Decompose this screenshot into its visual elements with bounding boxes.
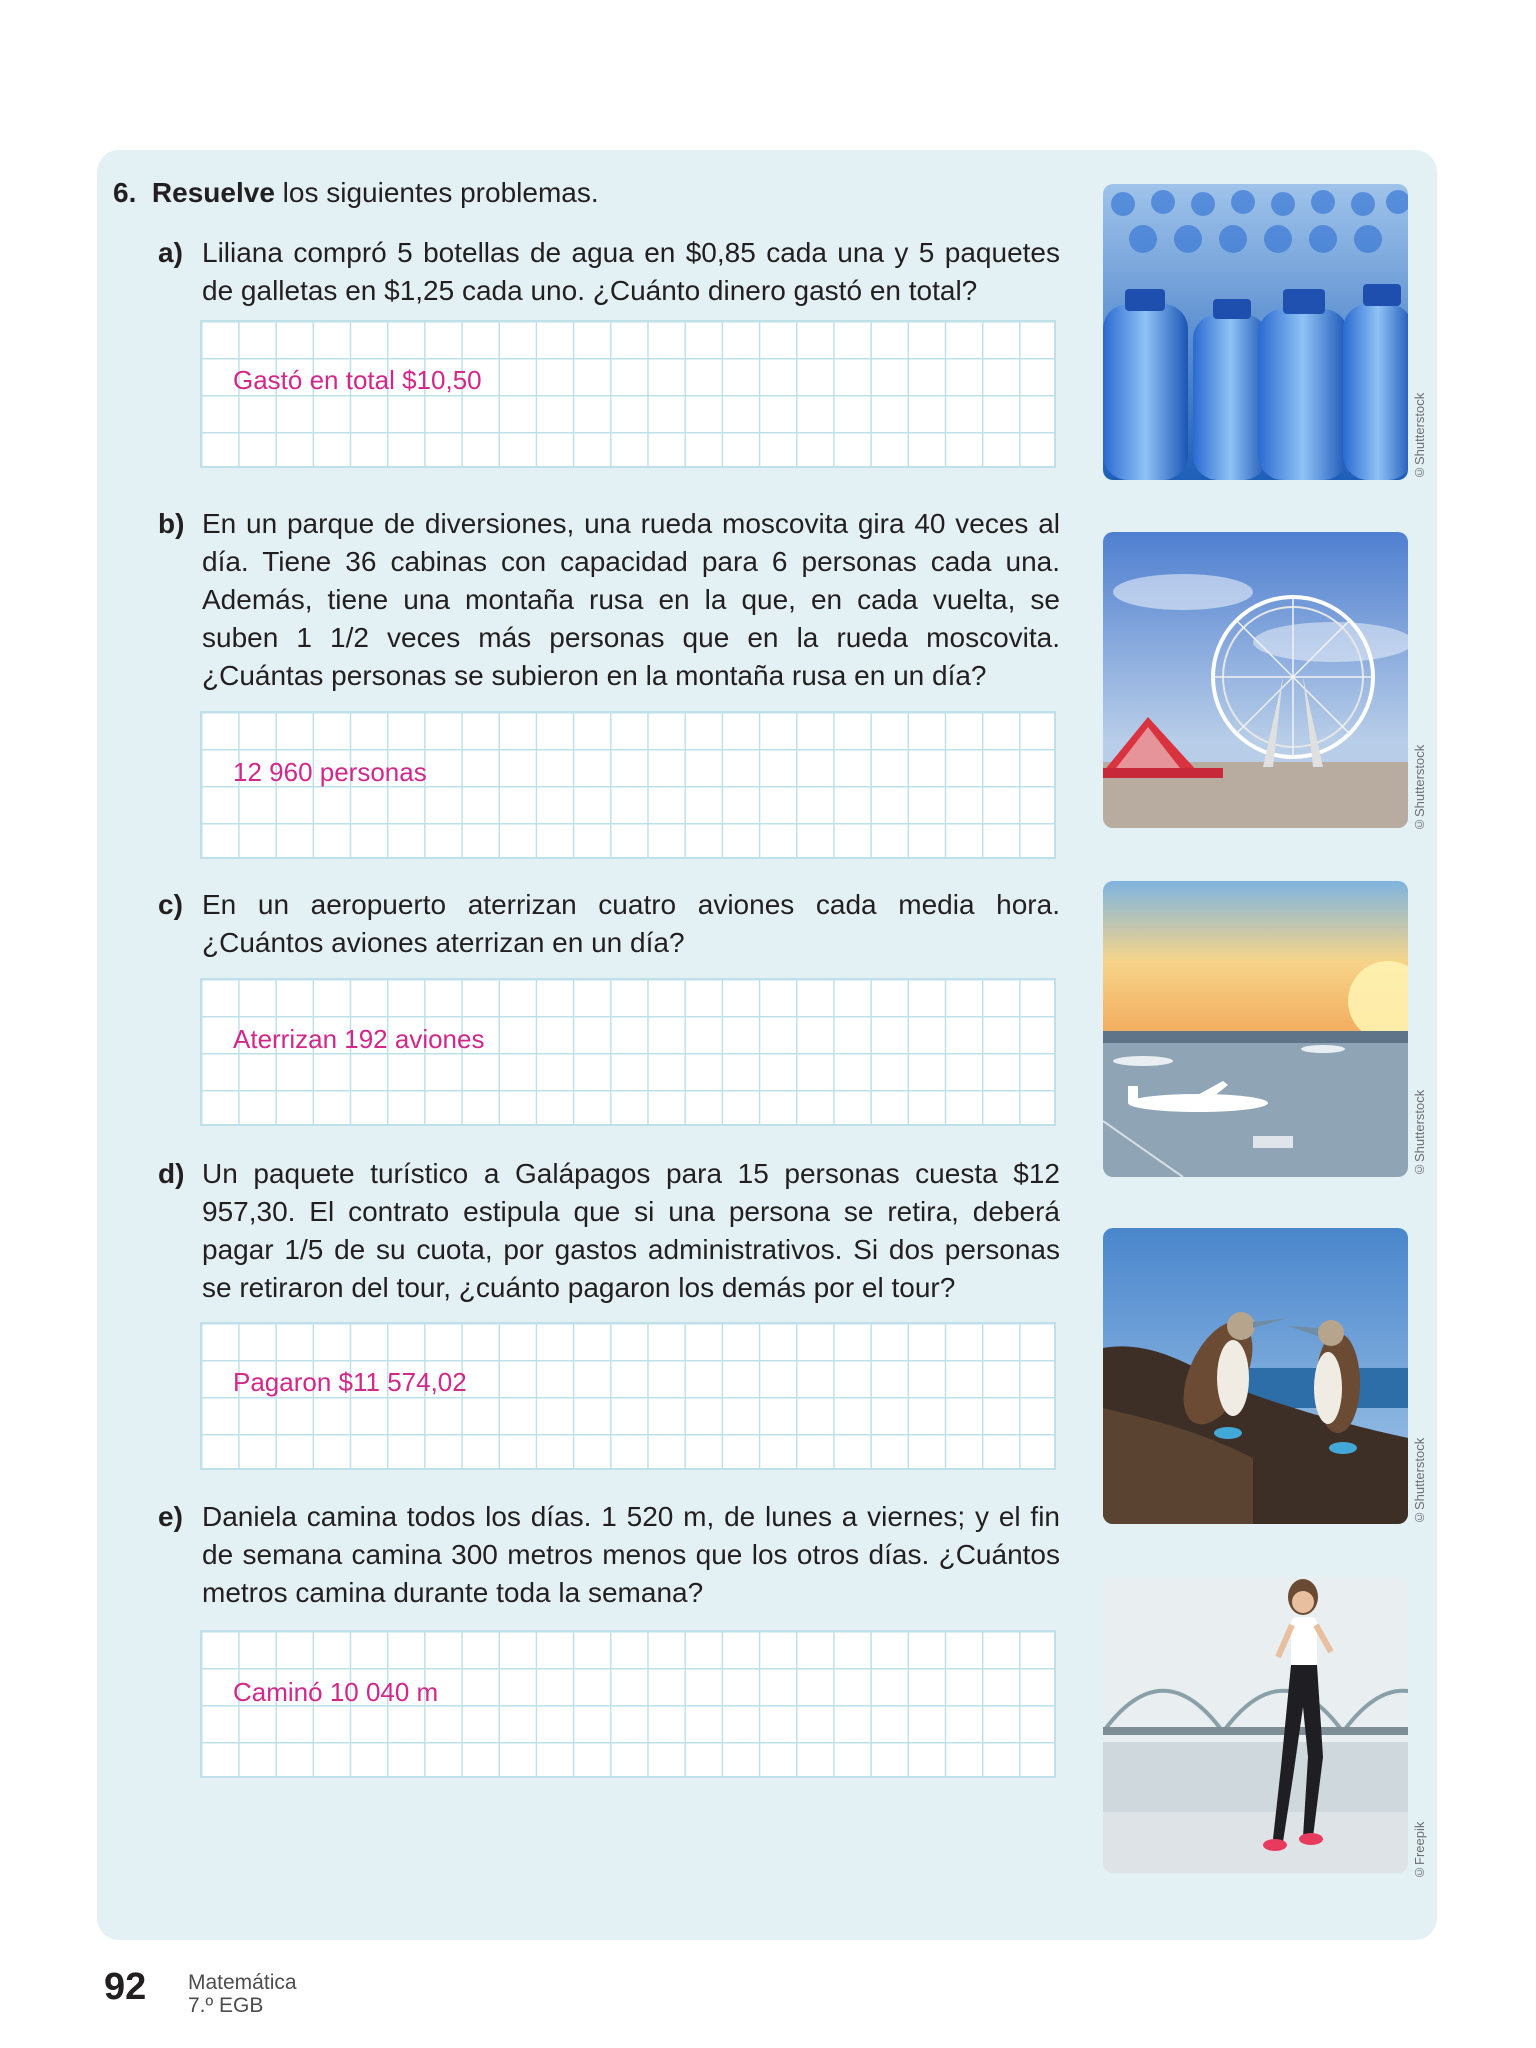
footer-subject: Matemática [188,1971,297,1994]
woman-walking-photo [1103,1577,1408,1873]
photo-credit-d: ©Shutterstock [1412,1437,1427,1525]
problem-c-letter: c) [158,889,183,920]
photo-credit-a: ©Shutterstock [1412,392,1427,480]
problem-b-text: En un parque de diversiones, una rueda moscovita gira 40 veces al día. Tiene 36 cabinas con capacidad para 6 personas cada una. Además, tiene una montaña rusa en la que, en cada vuelta, se suben 1 1/2 veces más personas que en la rueda moscovita. ¿Cuántas personas se subieron en la montaña rusa en un día? [202,508,1060,691]
problem-c-answer: Aterrizan 192 aviones [233,1024,485,1054]
problem-b-answer: 12 960 personas [233,757,427,787]
blue-footed-boobies-photo [1103,1228,1408,1524]
airport-photo [1103,881,1408,1177]
problem-b-letter: b) [158,508,185,539]
photo-credit-c: ©Shutterstock [1412,1089,1427,1177]
problem-d-answer: Pagaron $11 574,02 [233,1367,467,1397]
exercise-number: 6. [113,177,137,208]
footer-grade: 7.º EGB [188,1994,264,2017]
problem-e-text: Daniela camina todos los días. 1 520 m, de lunes a viernes; y el fin de semana camina 300 metros menos que los otros días. ¿Cuántos metros camina durante toda la semana? [202,1501,1060,1608]
photo-credit-e: ©Freepik [1412,1821,1427,1880]
problem-d-text: Un paquete turístico a Galápagos para 15 personas cuesta $12 957,30. El contrato estipula que si una persona se retira, deberá pagar 1/5 de su cuota, por gastos administrativos. Si dos personas se retiraron del tour, ¿cuánto pagaron los demás por el tour? [202,1158,1060,1303]
problem-a-text: Liliana compró 5 botellas de agua en $0,85 cada una y 5 paquetes de galletas en $1,25 cada uno. ¿Cuánto dinero gastó en total? [202,237,1060,306]
problem-e-answer: Caminó 10 040 m [233,1677,439,1707]
exercise-instruction: los siguientes problemas. [274,177,599,208]
ferris-wheel-photo [1103,532,1408,828]
problem-c-text: En un aeropuerto aterrizan cuatro aviones cada media hora. ¿Cuántos aviones aterrizan en un día? [202,889,1060,958]
exercise-title [113,173,599,213]
problem-e-letter: e) [158,1501,183,1532]
page-number: 92 [104,1966,147,2008]
problem-d-letter: d) [158,1158,185,1189]
water-bottles-photo [1103,184,1408,480]
problem-a-letter: a) [158,237,183,268]
exercise-verb: Resuelve [151,177,275,208]
photo-credit-b: ©Shutterstock [1412,744,1427,832]
problem-a-answer: Gastó en total $10,50 [233,365,482,395]
